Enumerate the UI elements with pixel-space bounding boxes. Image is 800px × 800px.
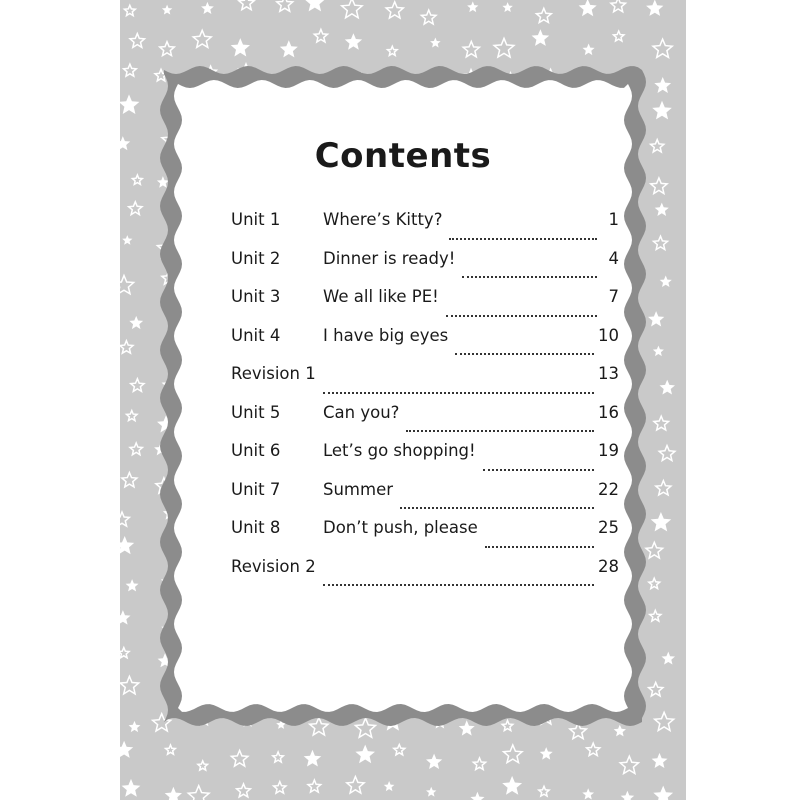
toc-entry-revision xyxy=(231,364,619,403)
dot-leader xyxy=(449,227,597,240)
unit-title: Dinner is ready! xyxy=(323,248,456,268)
page-number: 10 xyxy=(598,325,619,345)
page-title: Contents xyxy=(314,136,492,176)
dot-leader xyxy=(400,496,594,509)
page-number: 22 xyxy=(598,479,619,499)
toc-entry xyxy=(231,480,619,519)
unit-title: Don’t push, please xyxy=(323,518,478,537)
unit-title: Summer xyxy=(323,479,394,499)
page-number: 16 xyxy=(598,402,619,422)
unit-title: Let’s go shopping! xyxy=(323,441,476,460)
dot-leader xyxy=(462,265,597,278)
dot-leader xyxy=(485,535,594,548)
toc-entry xyxy=(231,441,619,480)
unit-label: Unit 3 xyxy=(231,287,281,306)
unit-label: Unit 6 xyxy=(231,441,281,460)
revision-label: Revision 2 xyxy=(231,556,316,576)
table-of-contents xyxy=(231,210,619,595)
toc-entry xyxy=(231,249,619,288)
toc-entry-revision xyxy=(231,557,619,596)
unit-title: Can you? xyxy=(323,402,400,422)
toc-entry xyxy=(231,287,619,326)
unit-label: Unit 7 xyxy=(231,479,281,499)
page-number: 1 xyxy=(608,210,619,229)
dot-leader xyxy=(455,342,594,355)
toc-entry xyxy=(231,518,619,557)
dot-leader xyxy=(446,304,597,317)
revision-label: Revision 1 xyxy=(231,364,316,383)
toc-entry xyxy=(231,326,619,365)
unit-label: Unit 2 xyxy=(231,248,281,268)
dot-leader xyxy=(323,573,594,586)
unit-label: Unit 1 xyxy=(231,210,281,229)
dot-leader xyxy=(323,381,594,394)
page-number: 28 xyxy=(598,556,619,576)
dot-leader xyxy=(406,419,594,432)
page-number: 7 xyxy=(608,287,619,306)
unit-title: Where’s Kitty? xyxy=(323,210,443,229)
page-number: 25 xyxy=(598,518,619,537)
unit-title: We all like PE! xyxy=(323,287,439,306)
page-number: 4 xyxy=(608,248,619,268)
unit-label: Unit 8 xyxy=(231,518,281,537)
toc-entry xyxy=(231,403,619,442)
book-page xyxy=(120,0,686,800)
toc-entry xyxy=(231,210,619,249)
page-number: 13 xyxy=(598,364,619,383)
page-number: 19 xyxy=(598,441,619,460)
unit-label: Unit 4 xyxy=(231,325,281,345)
dot-leader xyxy=(483,458,594,471)
unit-title: I have big eyes xyxy=(323,325,449,345)
unit-label: Unit 5 xyxy=(231,402,281,422)
